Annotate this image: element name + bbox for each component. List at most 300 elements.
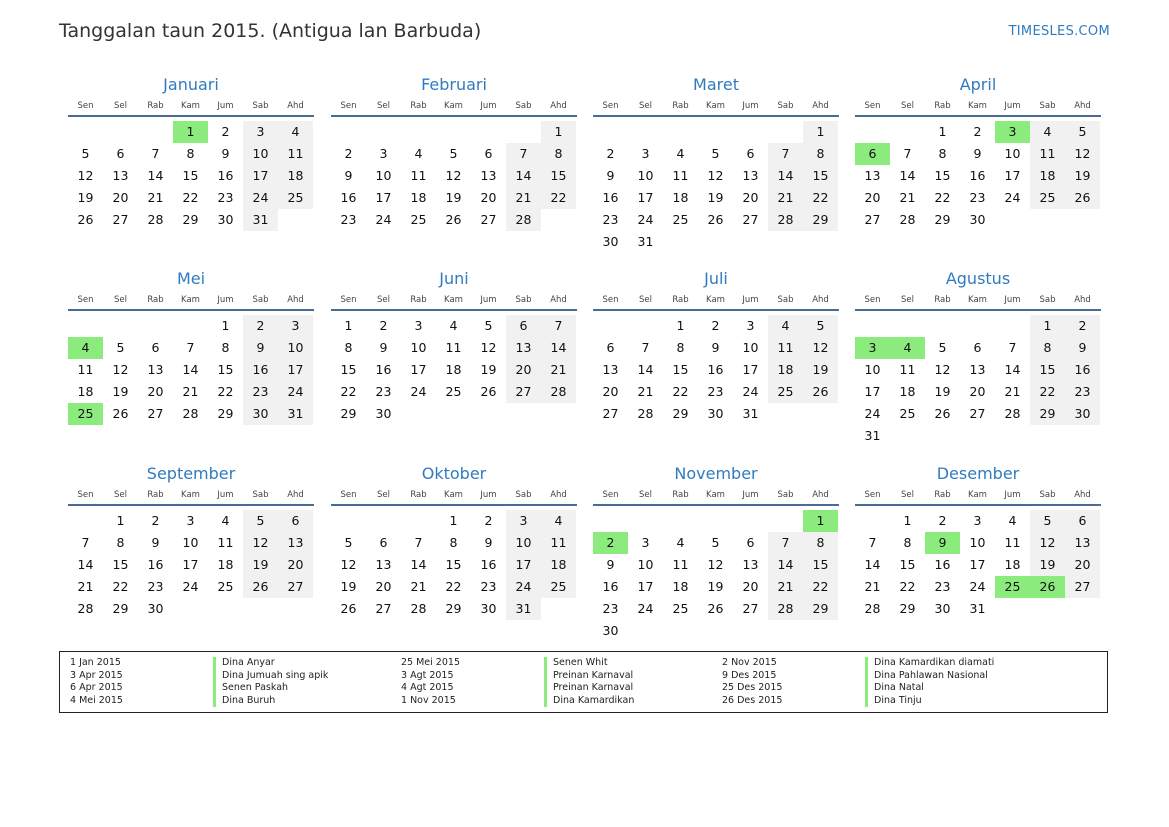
- empty-day: [960, 315, 995, 337]
- weekday-header: [593, 487, 839, 503]
- weekend-day: 20: [1065, 554, 1100, 576]
- calendar-day: 21: [182, 384, 199, 399]
- weekend-day: 17: [278, 359, 313, 381]
- weekend-day: 8: [803, 532, 838, 554]
- weekend-day: 29: [1030, 403, 1065, 425]
- calendar-day: 20: [602, 384, 619, 399]
- calendar-day: 4: [676, 535, 685, 550]
- weekday-label: Rab: [410, 490, 427, 500]
- weekday-header: [331, 98, 577, 114]
- calendar-day: 21: [410, 579, 427, 594]
- weekend-day: 13: [278, 532, 313, 554]
- weekday-label: Sen: [77, 101, 94, 111]
- weekday-label: Jum: [1004, 101, 1021, 111]
- weekday-label: Sen: [602, 101, 619, 111]
- calendar-day: 11: [445, 340, 462, 355]
- calendar-day: 6: [379, 535, 388, 550]
- month-desember: [855, 463, 1101, 620]
- legend-holiday-name: Dina Kamardikan diamati: [865, 657, 994, 670]
- weekday-label: Sel: [639, 295, 652, 305]
- weekend-day: 4: [1030, 121, 1065, 143]
- empty-day: [663, 121, 698, 143]
- calendar-day: 25: [217, 579, 234, 594]
- weekday-label: Sab: [777, 490, 794, 500]
- week-row: [331, 143, 577, 165]
- empty-day: [138, 121, 173, 143]
- week-row: [855, 187, 1101, 209]
- weekday-label: Sab: [515, 490, 532, 500]
- empty-day: [278, 598, 313, 620]
- week-row: [331, 576, 577, 598]
- weekend-day: 16: [243, 359, 278, 381]
- weekend-day: 11: [768, 337, 803, 359]
- calendar-day: 13: [864, 168, 881, 183]
- weekday-label: Sen: [77, 490, 94, 500]
- calendar-day: 16: [602, 579, 619, 594]
- calendar-day: 30: [602, 623, 619, 638]
- week-row: [593, 620, 839, 642]
- calendar-day: 27: [864, 212, 881, 227]
- calendar-day: 14: [864, 557, 881, 572]
- calendar-day: 7: [868, 535, 877, 550]
- weekend-day: 27: [506, 381, 541, 403]
- weekday-label: Kam: [968, 101, 987, 111]
- calendar-day: 26: [77, 212, 94, 227]
- week-row: [331, 209, 577, 231]
- legend-holiday-name: Preinan Karnaval: [544, 670, 633, 683]
- weekend-day: 5: [243, 510, 278, 532]
- weekday-label: Rab: [672, 101, 689, 111]
- legend-date: 4 Mei 2015: [70, 694, 123, 706]
- month-name: Juli: [704, 269, 728, 288]
- weekend-day: 3: [243, 121, 278, 143]
- calendar-day: 29: [445, 601, 462, 616]
- weekend-day: 29: [803, 209, 838, 231]
- weekend-day: 24: [278, 381, 313, 403]
- calendar-day: 30: [934, 601, 951, 616]
- calendar-day: 12: [934, 362, 951, 377]
- month-name: Mei: [176, 269, 206, 288]
- legend-holiday-name: Dina Tinju: [865, 695, 922, 708]
- calendar-day: 31: [969, 601, 986, 616]
- empty-day: [1065, 598, 1100, 620]
- empty-day: [628, 620, 663, 642]
- calendar-day: 31: [637, 234, 654, 249]
- calendar-day: 15: [112, 557, 129, 572]
- empty-day: [803, 403, 838, 425]
- weekend-day: 31: [243, 209, 278, 231]
- weekday-label: Sab: [777, 295, 794, 305]
- calendar-day: 31: [864, 428, 881, 443]
- calendar-day: 27: [742, 601, 759, 616]
- week-row: [68, 576, 314, 598]
- week-row: [68, 337, 314, 359]
- empty-day: [855, 315, 890, 337]
- calendar-day: 19: [77, 190, 94, 205]
- calendar-day: 29: [182, 212, 199, 227]
- empty-day: [436, 121, 471, 143]
- weekday-label: Ahd: [287, 490, 304, 500]
- calendar-day: 20: [375, 579, 392, 594]
- week-row: [593, 510, 839, 532]
- calendar-day: 12: [445, 168, 462, 183]
- week-row: [68, 381, 314, 403]
- calendar-day: 30: [707, 406, 724, 421]
- weekday-label: Jum: [480, 101, 497, 111]
- calendar-day: 8: [676, 340, 685, 355]
- empty-day: [593, 510, 628, 532]
- calendar-day: 24: [637, 212, 654, 227]
- header-rule: [855, 504, 1101, 506]
- header-rule: [593, 309, 839, 311]
- weekday-header: [331, 292, 577, 308]
- calendar-day: 11: [899, 362, 916, 377]
- calendar-day: 27: [147, 406, 164, 421]
- calendar-day: 30: [147, 601, 164, 616]
- weekday-label: Sel: [639, 490, 652, 500]
- calendar-day: 16: [217, 168, 234, 183]
- weekday-label: Sel: [114, 490, 127, 500]
- calendar-day: 17: [637, 190, 654, 205]
- month-maret: [593, 74, 839, 253]
- weekend-day: 9: [1065, 337, 1100, 359]
- calendar-day: 12: [77, 168, 94, 183]
- calendar-day: 30: [217, 212, 234, 227]
- empty-day: [1030, 209, 1065, 231]
- calendar-day: 12: [340, 557, 357, 572]
- week-row: [593, 231, 839, 253]
- weekday-label: Jum: [480, 295, 497, 305]
- calendar-day: 8: [186, 146, 195, 161]
- calendar-day: 2: [151, 513, 160, 528]
- empty-day: [506, 403, 541, 425]
- calendar-day: 7: [186, 340, 195, 355]
- week-row: [68, 315, 314, 337]
- calendar-day: 3: [414, 318, 423, 333]
- week-row: [331, 381, 577, 403]
- calendar-day: 9: [484, 535, 493, 550]
- holiday-legend: [59, 651, 1108, 713]
- weekend-day: 11: [278, 143, 313, 165]
- calendar-day: 20: [480, 190, 497, 205]
- calendar-day: 16: [340, 190, 357, 205]
- empty-day: [1030, 598, 1065, 620]
- weekday-label: Rab: [934, 101, 951, 111]
- calendar-day: 13: [742, 168, 759, 183]
- weekend-day: 12: [1065, 143, 1100, 165]
- calendar-day: 27: [480, 212, 497, 227]
- calendar-day: 1: [903, 513, 912, 528]
- weekend-day: 15: [541, 165, 576, 187]
- calendar-day: 13: [480, 168, 497, 183]
- weekday-label: Jum: [1004, 295, 1021, 305]
- holiday-day: 4: [890, 337, 925, 359]
- calendar-day: 6: [116, 146, 125, 161]
- week-row: [331, 554, 577, 576]
- calendar-day: 11: [410, 168, 427, 183]
- weekday-label: Ahd: [1074, 490, 1091, 500]
- calendar-day: 14: [899, 168, 916, 183]
- calendar-day: 30: [375, 406, 392, 421]
- weekend-day: 13: [1065, 532, 1100, 554]
- calendar-day: 13: [147, 362, 164, 377]
- empty-day: [103, 315, 138, 337]
- week-row: [855, 598, 1101, 620]
- week-row: [593, 209, 839, 231]
- calendar-day: 21: [864, 579, 881, 594]
- weekend-day: 25: [541, 576, 576, 598]
- month-februari: [331, 74, 577, 231]
- week-row: [855, 165, 1101, 187]
- week-row: [593, 598, 839, 620]
- calendar-day: 26: [480, 384, 497, 399]
- holiday-day: 2: [593, 532, 628, 554]
- header-rule: [331, 504, 577, 506]
- empty-day: [401, 121, 436, 143]
- weekend-day: 27: [278, 576, 313, 598]
- weekend-day: 19: [1030, 554, 1065, 576]
- weekday-label: Kam: [706, 295, 725, 305]
- calendar-day: 16: [707, 362, 724, 377]
- calendar-day: 15: [899, 557, 916, 572]
- weekend-day: 18: [278, 165, 313, 187]
- calendar-day: 17: [410, 362, 427, 377]
- weekend-day: 18: [1030, 165, 1065, 187]
- weekday-label: Ahd: [287, 295, 304, 305]
- calendar-day: 10: [969, 535, 986, 550]
- calendar-day: 9: [151, 535, 160, 550]
- weekend-day: 20: [506, 359, 541, 381]
- weekday-label: Rab: [410, 101, 427, 111]
- calendar-day: 19: [707, 190, 724, 205]
- weekday-label: Kam: [968, 490, 987, 500]
- calendar-day: 23: [340, 212, 357, 227]
- calendar-day: 9: [606, 557, 615, 572]
- calendar-day: 10: [410, 340, 427, 355]
- weekend-day: 10: [278, 337, 313, 359]
- calendar-day: 18: [77, 384, 94, 399]
- calendar-day: 6: [151, 340, 160, 355]
- calendar-day: 20: [969, 384, 986, 399]
- calendar-day: 18: [672, 579, 689, 594]
- calendar-day: 19: [112, 384, 129, 399]
- calendar-day: 6: [606, 340, 615, 355]
- weekend-day: 12: [1030, 532, 1065, 554]
- weekend-day: 6: [278, 510, 313, 532]
- weekday-label: Rab: [147, 295, 164, 305]
- week-row: [593, 121, 839, 143]
- month-name: Agustus: [945, 269, 1011, 288]
- weekend-day: 25: [768, 381, 803, 403]
- calendar-day: 29: [112, 601, 129, 616]
- weekday-label: Jum: [742, 295, 759, 305]
- calendar-day: 2: [379, 318, 388, 333]
- calendar-day: 11: [217, 535, 234, 550]
- weekend-day: 22: [541, 187, 576, 209]
- month-april: [855, 74, 1101, 231]
- weekend-day: 25: [1030, 187, 1065, 209]
- empty-day: [698, 620, 733, 642]
- calendar-day: 22: [445, 579, 462, 594]
- weekend-day: 27: [1065, 576, 1100, 598]
- week-row: [855, 576, 1101, 598]
- weekend-day: 28: [541, 381, 576, 403]
- weekend-day: 6: [506, 315, 541, 337]
- calendar-day: 19: [445, 190, 462, 205]
- week-row: [331, 359, 577, 381]
- weekend-day: 4: [541, 510, 576, 532]
- calendar-day: 8: [938, 146, 947, 161]
- weekday-label: Sen: [602, 295, 619, 305]
- weekday-label: Ahd: [812, 295, 829, 305]
- week-row: [331, 532, 577, 554]
- calendar-day: 24: [969, 579, 986, 594]
- legend-date: 3 Agt 2015: [401, 669, 454, 681]
- empty-day: [698, 510, 733, 532]
- calendar-day: 4: [221, 513, 230, 528]
- calendar-day: 19: [340, 579, 357, 594]
- legend-date: 1 Nov 2015: [401, 694, 456, 706]
- holiday-day: 4: [68, 337, 103, 359]
- calendar-day: 5: [116, 340, 125, 355]
- week-row: [593, 576, 839, 598]
- calendar-day: 7: [641, 340, 650, 355]
- month-name: Juni: [439, 269, 469, 288]
- empty-day: [331, 121, 366, 143]
- weekday-label: Kam: [181, 490, 200, 500]
- calendar-day: 1: [449, 513, 458, 528]
- weekend-day: 15: [803, 554, 838, 576]
- calendar-day: 8: [116, 535, 125, 550]
- month-september: [68, 463, 314, 620]
- weekday-header: [593, 292, 839, 308]
- empty-day: [995, 598, 1030, 620]
- weekend-day: 5: [1030, 510, 1065, 532]
- weekend-day: 13: [506, 337, 541, 359]
- calendar-day: 9: [973, 146, 982, 161]
- calendar-day: 24: [637, 601, 654, 616]
- calendar-day: 28: [182, 406, 199, 421]
- weekday-label: Ahd: [550, 101, 567, 111]
- weekday-label: Jum: [217, 490, 234, 500]
- header-rule: [593, 504, 839, 506]
- weekend-day: 21: [506, 187, 541, 209]
- weekend-day: 29: [803, 598, 838, 620]
- weekend-day: 11: [541, 532, 576, 554]
- weekend-day: 14: [506, 165, 541, 187]
- calendar-day: 29: [899, 601, 916, 616]
- week-row: [68, 143, 314, 165]
- weekday-label: Ahd: [287, 101, 304, 111]
- calendar-day: 20: [112, 190, 129, 205]
- calendar-day: 26: [707, 601, 724, 616]
- calendar-day: 21: [1004, 384, 1021, 399]
- calendar-day: 26: [445, 212, 462, 227]
- empty-day: [995, 425, 1030, 447]
- week-row: [68, 403, 314, 425]
- empty-day: [243, 598, 278, 620]
- calendar-day: 3: [641, 146, 650, 161]
- week-row: [593, 143, 839, 165]
- calendar-day: 1: [938, 124, 947, 139]
- weekday-label: Kam: [706, 490, 725, 500]
- weekday-label: Sel: [114, 295, 127, 305]
- weekend-day: 19: [803, 359, 838, 381]
- empty-day: [803, 231, 838, 253]
- empty-day: [855, 121, 890, 143]
- calendar-day: 2: [344, 146, 353, 161]
- weekend-day: 12: [243, 532, 278, 554]
- calendar-day: 28: [899, 212, 916, 227]
- empty-day: [68, 315, 103, 337]
- weekend-day: 2: [243, 315, 278, 337]
- weekend-day: 21: [768, 576, 803, 598]
- weekend-day: 10: [243, 143, 278, 165]
- week-row: [855, 403, 1101, 425]
- calendar-day: 26: [934, 406, 951, 421]
- legend-holiday-name: Dina Pahlawan Nasional: [865, 670, 988, 683]
- legend-date: 3 Apr 2015: [70, 669, 123, 681]
- weekday-label: Jum: [742, 101, 759, 111]
- calendar-day: 5: [938, 340, 947, 355]
- calendar-day: 20: [864, 190, 881, 205]
- weekday-label: Sen: [340, 295, 357, 305]
- calendar-day: 18: [899, 384, 916, 399]
- week-row: [331, 337, 577, 359]
- weekday-label: Kam: [968, 295, 987, 305]
- weekend-day: 17: [506, 554, 541, 576]
- header-rule: [331, 115, 577, 117]
- weekend-day: 15: [1030, 359, 1065, 381]
- weekend-day: 3: [278, 315, 313, 337]
- site-link[interactable]: TIMESLES.COM: [1008, 24, 1110, 39]
- weekday-label: Rab: [672, 490, 689, 500]
- weekday-label: Sel: [901, 295, 914, 305]
- legend-date: 26 Des 2015: [722, 694, 783, 706]
- weekday-label: Jum: [480, 490, 497, 500]
- calendar-day: 5: [711, 535, 720, 550]
- calendar-day: 30: [602, 234, 619, 249]
- empty-day: [628, 121, 663, 143]
- calendar-day: 29: [340, 406, 357, 421]
- legend-date: 25 Mei 2015: [401, 657, 460, 668]
- month-name: Maret: [693, 75, 739, 94]
- week-row: [855, 510, 1101, 532]
- week-row: [855, 381, 1101, 403]
- empty-day: [890, 315, 925, 337]
- weekday-label: Ahd: [812, 490, 829, 500]
- weekend-day: 12: [803, 337, 838, 359]
- empty-day: [663, 231, 698, 253]
- weekend-day: 18: [768, 359, 803, 381]
- calendar-day: 3: [973, 513, 982, 528]
- legend-holiday-name: Senen Whit: [544, 657, 608, 670]
- calendar-day: 1: [676, 318, 685, 333]
- calendar-day: 12: [112, 362, 129, 377]
- month-mei: [68, 268, 314, 425]
- week-row: [331, 315, 577, 337]
- calendar-day: 22: [340, 384, 357, 399]
- calendar-day: 27: [969, 406, 986, 421]
- week-row: [593, 187, 839, 209]
- empty-day: [436, 403, 471, 425]
- calendar-day: 2: [973, 124, 982, 139]
- calendar-day: 1: [116, 513, 125, 528]
- week-row: [855, 337, 1101, 359]
- weekday-label: Kam: [181, 101, 200, 111]
- legend-date: 2 Nov 2015: [722, 657, 777, 668]
- calendar-day: 7: [1008, 340, 1017, 355]
